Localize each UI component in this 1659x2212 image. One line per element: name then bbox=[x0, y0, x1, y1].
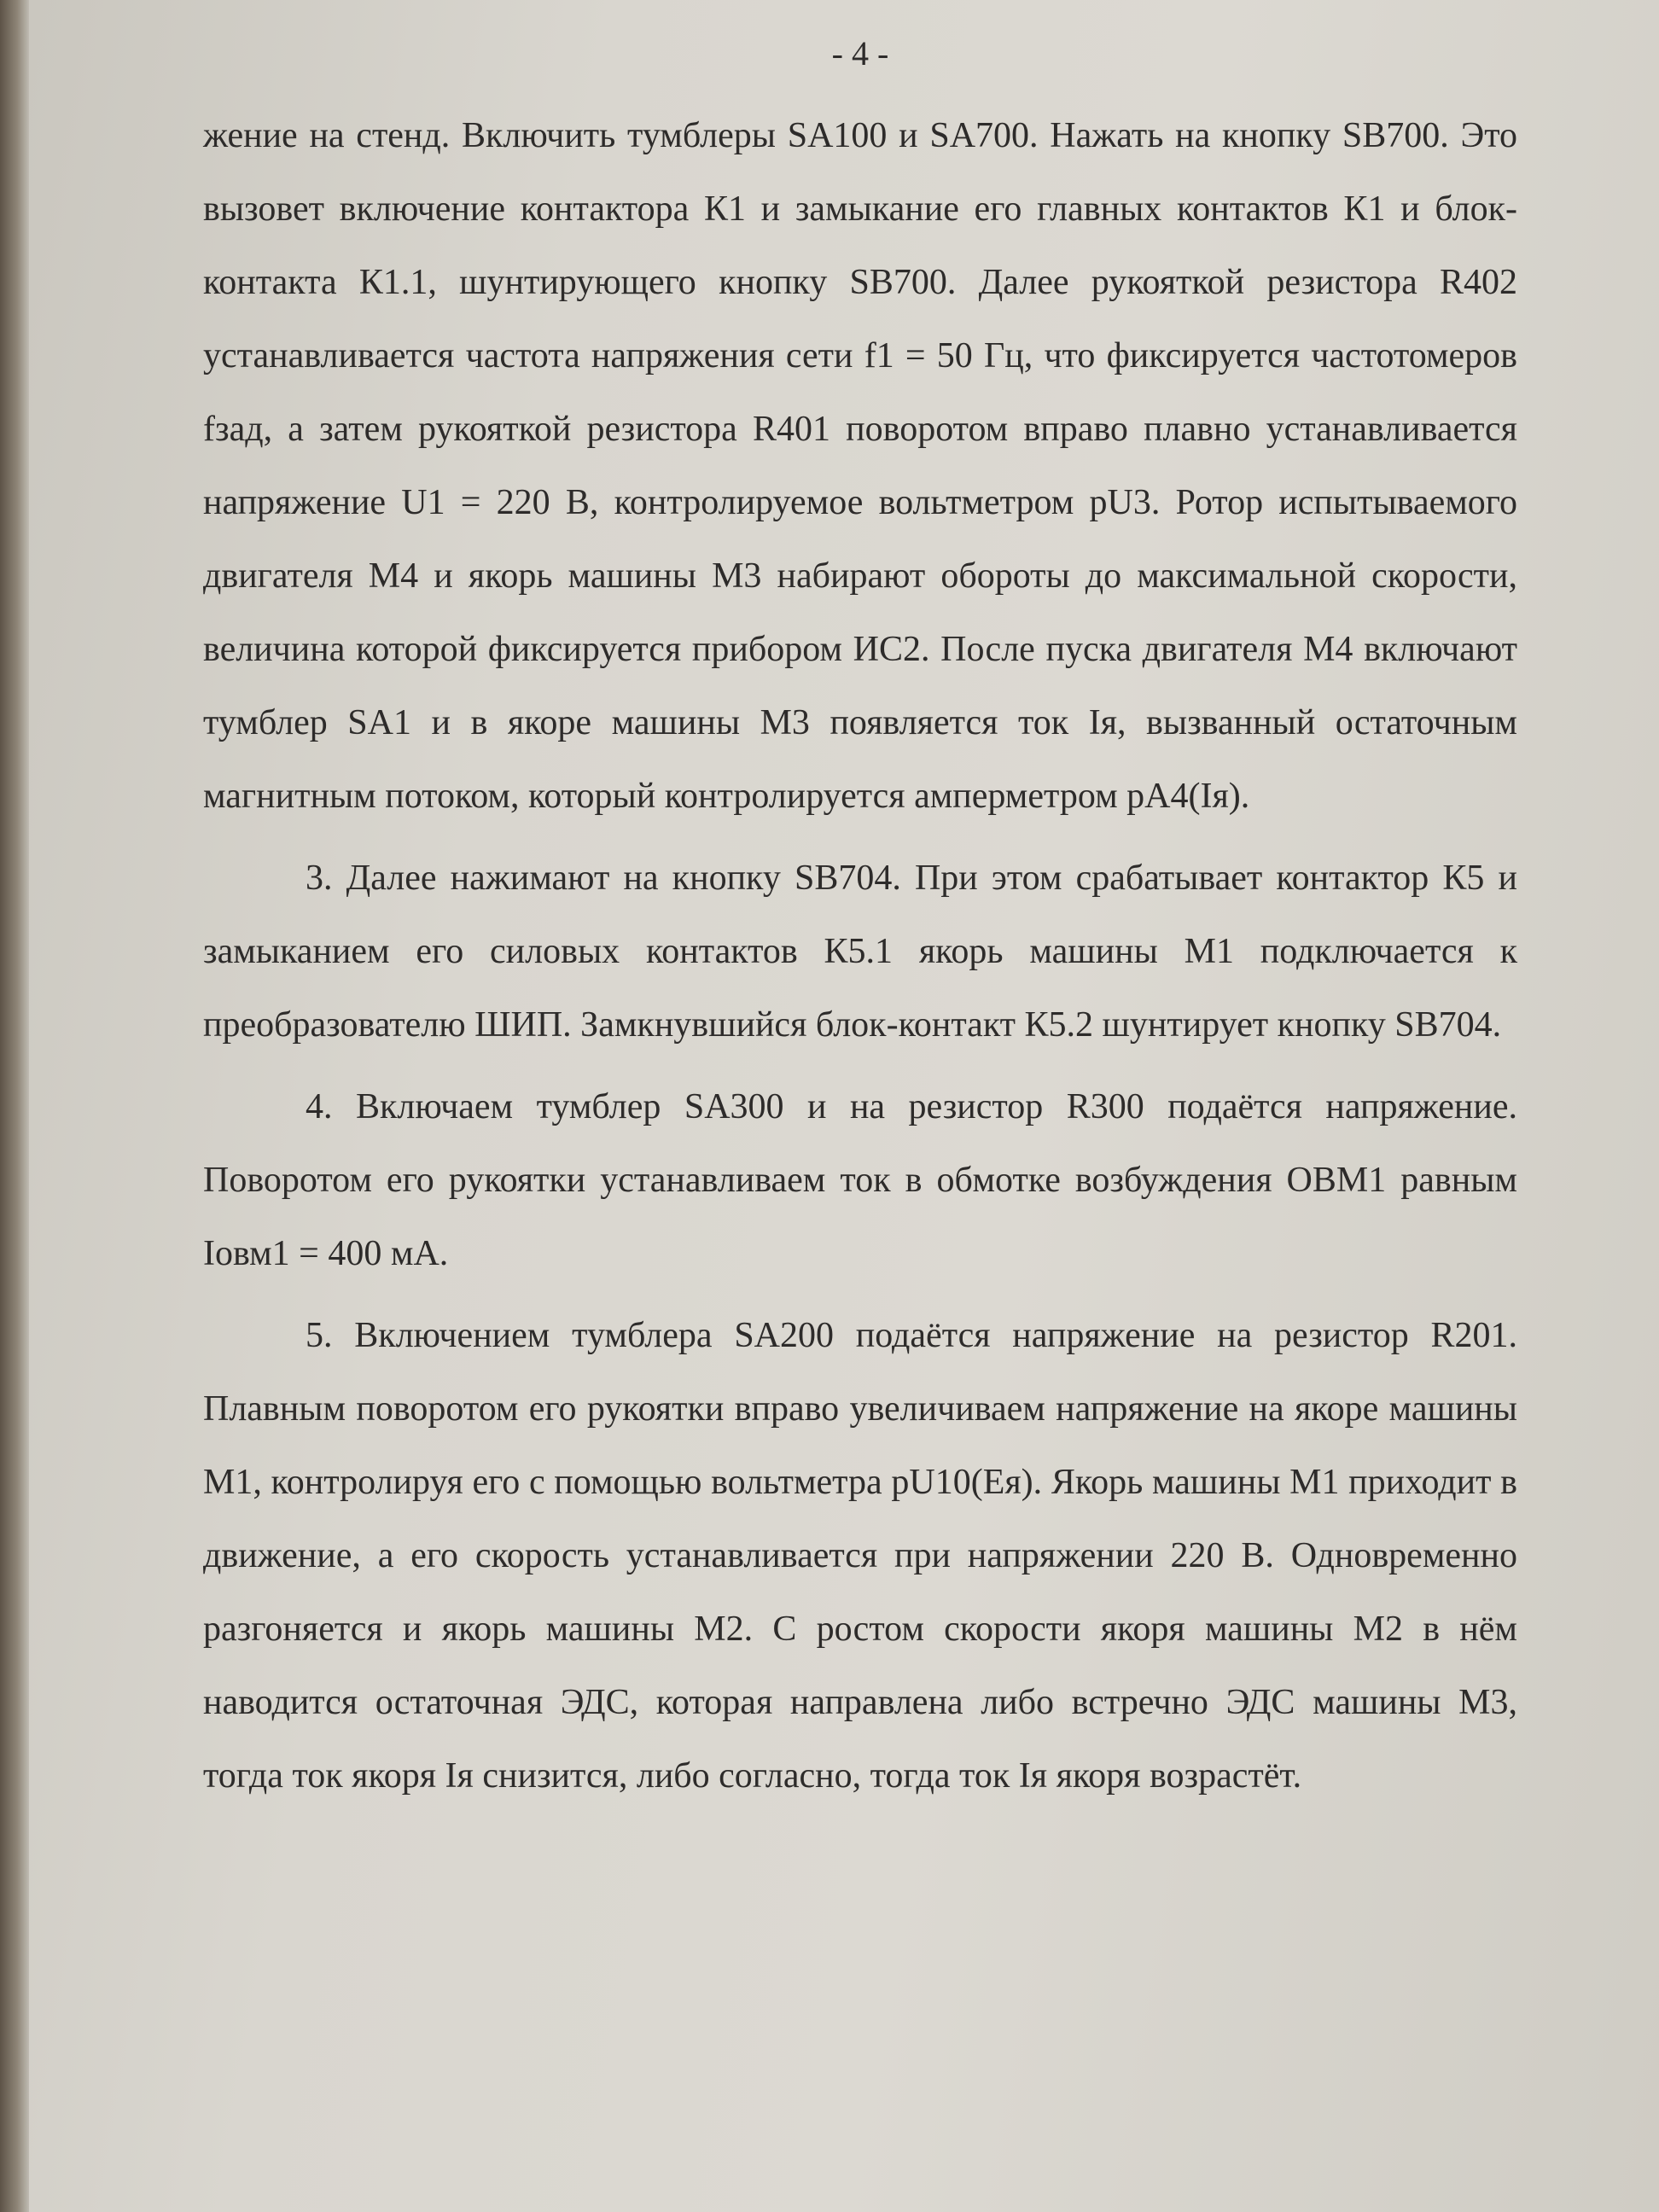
page-shadow-edge bbox=[0, 0, 29, 2212]
paragraph-1: жение на стенд. Включить тумблеры SA100 и SA700. Нажать на кнопку SB700. Это вызовет включение контактора К1 и замыкание его главных контактов К1 и блок-контакта К1.1, шунтирующего кнопку SB700. Далее рукояткой резистора R402 устанавливается частота напряжения сети f1 = 50 Гц, что фиксируется частотомеров fзад, а затем рукояткой резистора R401 поворотом вправо плавно устанавливается напряжение U1 = 220 В, контролируемое вольтметром pU3. Ротор испытываемого двигателя М4 и якорь машины М3 набирают обороты до максимальной скорости, величина которой фиксируется прибором ИС2. После пуска двигателя М4 включают тумблер SA1 и в якоре машины М3 появляется ток Iя, вызванный остаточным магнитным потоком, который контролируется амперметром pA4(Iя). bbox=[203, 116, 1517, 816]
paragraph-3: 3. Далее нажимают на кнопку SB704. При этом срабатывает контактор К5 и замыканием его силовых контактов К5.1 якорь машины М1 подключается к преобразователю ШИП. Замкнувшийся блок-контакт К5.2 шунтирует кнопку SB704. bbox=[203, 859, 1517, 1045]
page-number: - 4 - bbox=[831, 34, 889, 73]
paragraph-5: 5. Включением тумблера SA200 подаётся напряжение на резистор R201. Плавным поворотом его рукоятки вправо увеличиваем напряжение на якоре машины М1, контролируя его с помощью вольтметра pU10(Eя). Якорь машины М1 приходит в движение, а его скорость устанавливается при напряжении 220 В. Одновременно разгоняется и якорь машины М2. С ростом скорости якоря машины М2 в нём наводится остаточная ЭДС, которая направлена либо встречно ЭДС машины М3, тогда ток якоря Iя снизится, либо согласно, тогда ток Iя якоря возрастёт. bbox=[203, 1316, 1517, 1796]
text-column bbox=[203, 32, 1517, 1813]
paragraph-4: 4. Включаем тумблер SA300 и на резистор R300 подаётся напряжение. Поворотом его рукоятки устанавливаем ток в обмотке возбуждения ОВМ1 равным Iовм1 = 400 мА. bbox=[203, 1087, 1517, 1273]
